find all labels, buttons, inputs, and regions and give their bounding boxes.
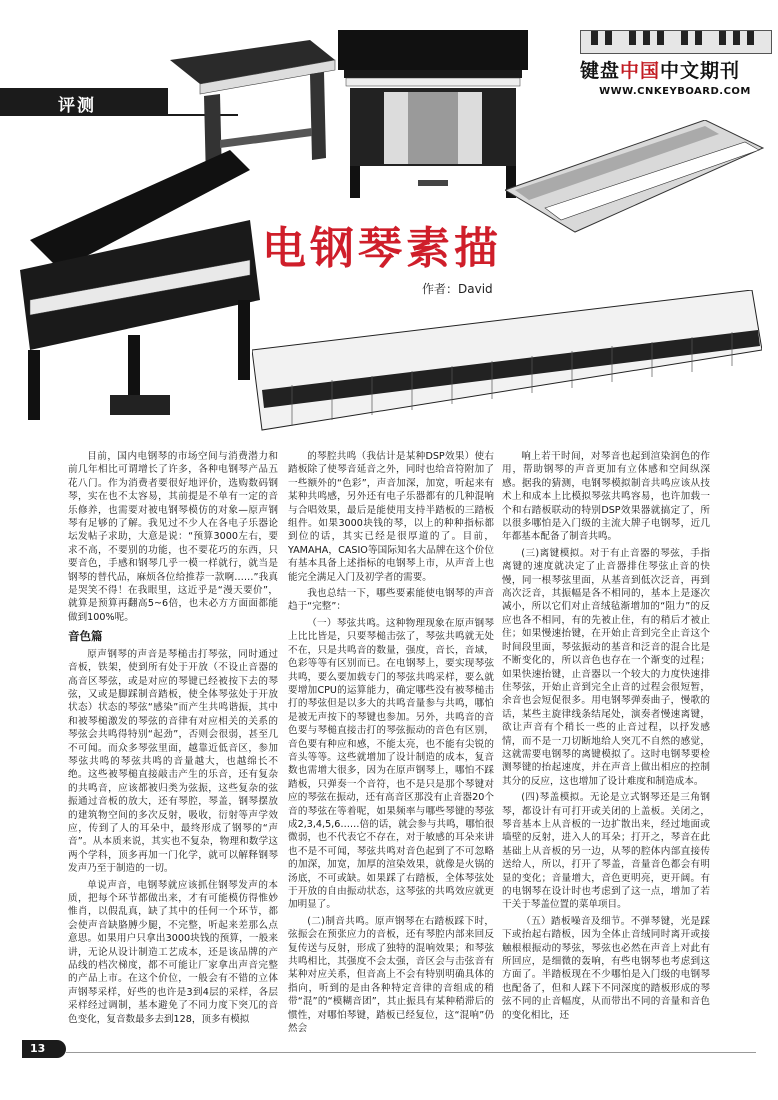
paragraph: （五）踏板噪音及细节。不弹琴键，光是踩下或抬起右踏板，因为全体止音绒同时离开或接触根根振动的琴弦，琴弦也必然在声音上对此有所回应，是细微的轰响，有些电钢琴也考虑到这方面了。半踏板现在不少哪怕是入门级的电钢琴也配备了，但和人踩下不同深度的踏板形成的琴弦不同的止音幅度，从而带出不同的音量和音色的变化相比，还 bbox=[502, 915, 710, 1021]
paragraph: 单说声音，电钢琴就应该抓住钢琴发声的本质，把每个环节都做出来，才有可能模仿得惟妙惟肖，以假乱真，缺了其中的任何一个环节，都会使声音缺胳膊少腿，不完整，听起来差那么点意思。如果用户只拿出3000块钱的预算，一般来讲，无论从设计制造工艺成本，还是该品牌的产品线的档次梯度，都不可能让厂家拿出声音完整的产品上市。在这个价位，一般会有不错的立体声钢琴采样，好些的也许是3到4层的采样，各层采样经过调制，基本避免了不同力度下突兀的音色变化，复音数最多去到128，顶多有模拟 bbox=[68, 879, 278, 1025]
keyboard-logo-icon bbox=[580, 30, 772, 54]
keyboard-keys-image bbox=[252, 290, 762, 440]
stage-piano-image bbox=[505, 120, 765, 240]
paragraph: 目前，国内电钢琴的市场空间与消费潜力和前几年相比可谓增长了许多，各种电钢琴产品五花八门。作为消费者要很好地评价，选购数码钢琴，实在也不太容易，其前提是不单有一定的音乐修养，也需要对被电钢琴模仿的对象—原声钢琴有足够的了解。我见过不少人在各电子乐器论坛发帖子求助，大意是说：“预算3000左右，要求不高，不要别的功能，也不要花巧的东西，只要音色，手感和钢琴几乎一模一样就行，就当是钢琴的替代品，麻烦各位给推荐一款啊……”我真是哭笑不得！在我眼里，这近乎是“漫天要价”，就算是预算再翻高5~6倍，也未必方方面面都能做到100%呢。 bbox=[68, 451, 278, 623]
text-column-3 bbox=[502, 450, 710, 1025]
author-byline: 作者：David bbox=[422, 282, 493, 296]
article-title: 电钢琴素描 bbox=[262, 223, 502, 274]
masthead bbox=[580, 30, 770, 102]
section-label: 评测 bbox=[58, 96, 96, 116]
paragraph: (三)离键模拟。对于有止音器的琴弦，手指离键的速度就决定了止音器排住琴弦止音的快慢，同一根琴弦里面，从基音到低次泛音，再到高次泛音，其振幅是各不相同的，基本上是逐次减小，所以它们对止音绒毡渐增加的“阻力”的反应也各不相同，有的先被止住，有的稍后才被止住；如果慢速抬键，在开始止音到完全止音这个时间段里面，琴弦振动的基音和泛音的混合比是不断变化的，所以音色也存在一个渐变的过程；如果快速抬键，止音器以一个较大的力度快速排住琴弦，开始止音到完全止音的过程会很短暂，余音也会短促很多。用电钢琴弹奏曲子，慢歌的话，某些主旋律线条结尾处，演奏者慢速离键，欲让声音有个稍长一些的止音过程，以抒发感情，而不是一刀切断地给人突兀不自然的感觉，这就需要电钢琴的离键模拟了。这时电钢琴要检测琴键的抬起速度，并在声音上做出相应的控制其分的反应，这也增加了设计难度和制造成本。 bbox=[502, 547, 710, 787]
masthead-brand bbox=[580, 56, 770, 82]
brand-part-b: 中文期刊 bbox=[660, 60, 741, 82]
masthead-site: WWW.CNKEYBOARD.COM bbox=[599, 86, 751, 97]
text-column-1 bbox=[68, 450, 278, 1029]
paragraph: 的琴腔共鸣（我估计是某种DSP效果）使右踏板除了使琴音延音之外，同时也给音符附加了一些额外的“色彩”，声音加深，加宽，听起来有某种共鸣感，另外还有电子乐器都有的几种混响与合唱效果，最后是能使用支持半踏板的三踏板组件。如果3000块钱的琴，以上的种种指标都到位的话，其实已经是很厚道的了。目前，YAMAHA，CASIO等国际知名大品牌在这个价位有基本具备上述指标的电钢琴上市，从声音上也能完全满足入门及初学者的需要。 bbox=[288, 451, 494, 583]
paragraph: （一）琴弦共鸣。这种物理现象在原声钢琴上比比皆是，只要琴槌击弦了，琴弦共鸣就无处不在，只是共鸣音的数量，强度，音长，音域，色彩等等有区别而已。在电钢琴上，要实现琴弦共鸣，要么要加载专门的琴弦共鸣采样，要么就要增加CPU的运算能力，确定哪些没有被琴槌击打的琴弦但是以多大的共鸣音量参与共鸣，哪怕是被无声按下的琴键也参加。另外，共鸣音的音色要与琴槌直接击打的琴弦振动的音色有区别，音色要有种应和感，不能太亮，也不能有尖锐的音头等等。这些就增加了设计制造的成本，复音数也需增大很多，因为在原声钢琴上，哪怕不踩踏板，只弹奏一个音符，也不是只是那个琴键对应的琴弦在振动，还有高音区那没有止音器20个音的琴弦在等着呢，如果频率与哪些琴键的琴弦成2,3,4,5,6……倍的话，就会参与共鸣，哪怕很微弱，也不代表它不存在，对于敏感的耳朵来讲也不是不可闻，琴弦共鸣对音色起到了不可忽略的加深，加宽，加厚的渲染效果，就像是火锅的汤底，不可或缺。如果踩了右踏板，全体琴弦处于开放的自由振动状态，这琴弦的共鸣效应就更加明显了。 bbox=[288, 617, 494, 911]
paragraph: (四)琴盖模拟。无论是立式钢琴还是三角钢琴，都设计有可打开或关闭的上盖板。关闭之，琴音基本上从音板的一边扩散出来，经过地面或墙壁的反射，进入人的耳朵；打开之，琴音在此基础上从音板的另一边，从琴的腔体内部直接传送给人，所以，打开了琴盖，音量音色都会有明显的变化；音量增大，音色更明亮，更开阔。有的电钢琴在设计时也考虑到了这一点，增加了若干关于琴盖位置的菜单项目。 bbox=[502, 792, 710, 911]
paragraph: (二)制音共鸣。原声钢琴在右踏板踩下时，弦振会在预张应力的音板，还有琴腔内部来回反复传送与反射，形成了独特的混响效果；和琴弦共鸣相比，其强度不会太强，音区会与击弦音有某种对应关系，但音高上不会有特别明确具体的指向，听到的是由各种特定音律的音组成的稍带“混”的“模糊音团”，其止振具有某种稍滞后的惯性，对哪怕琴键，踏板已经复位，这“混响”仍然会 bbox=[288, 915, 494, 1035]
text-column-2 bbox=[288, 450, 494, 1038]
paragraph: 原声钢琴的声音是琴槌击打琴弦，同时通过音板，铁架，使到所有处于开放（不设止音器的高音区琴弦，或是对应的琴键已经被按下去的琴弦，又或是脚踩制音踏板，使全体琴弦处于开放状态）状态的琴弦“感染”而产生共鸣谐振，其中和被琴槌激发的琴弦的音律有对应相关的关系的琴弦会共鸣得特别“起劲”，否则会很弱，甚至几不可闻。而众多琴弦里面，越靠近低音区，参加琴弦共鸣的琴弦共鸣的音量越大，也越绵长不绝。这些被琴槌直接敲击产生的乐音，还有复杂的共鸣音，应该都被归类为弦振，这些复杂的弦振通过音板的放大，还有琴腔，琴盖，钢琴摆放的建筑物空间的多次反射，吸收，衍射等声学效应，传到了人的耳朵中，最终形成了钢琴的“声音”。从本质来说，其实也不复杂，物理和数学这两个学科，顶多再加一门化学，就可以解释钢琴发声乃至于制造的一切。 bbox=[68, 648, 278, 875]
section-tab bbox=[0, 88, 168, 116]
paragraph: 我也总结一下，哪些要素能使电钢琴的声音趋于“完整”： bbox=[288, 588, 494, 613]
brand-part-red: 中国 bbox=[620, 60, 661, 82]
page-number: 13 bbox=[30, 1042, 46, 1055]
page-number-tab bbox=[22, 1040, 66, 1058]
brand-part-a: 键盘 bbox=[580, 60, 621, 82]
footer-rule bbox=[66, 1052, 756, 1053]
upright-piano-image bbox=[338, 30, 528, 198]
paragraph: 响上若干时间，对琴音也起到渲染润色的作用，帮助钢琴的声音更加有立体感和空间纵深感。据我的猜测，电钢琴模拟制音共鸣应该从技术上和成本上比模拟琴弦共鸣容易，也许加载一个和右踏板联动的特别DSP效果器就搞定了，所以很多哪怕是入门级的主流大牌子电钢琴，近几年都基本配备了制音共鸣。 bbox=[502, 451, 710, 543]
grand-piano-image bbox=[0, 150, 270, 430]
subheading-tone: 音色篇 bbox=[68, 629, 103, 644]
